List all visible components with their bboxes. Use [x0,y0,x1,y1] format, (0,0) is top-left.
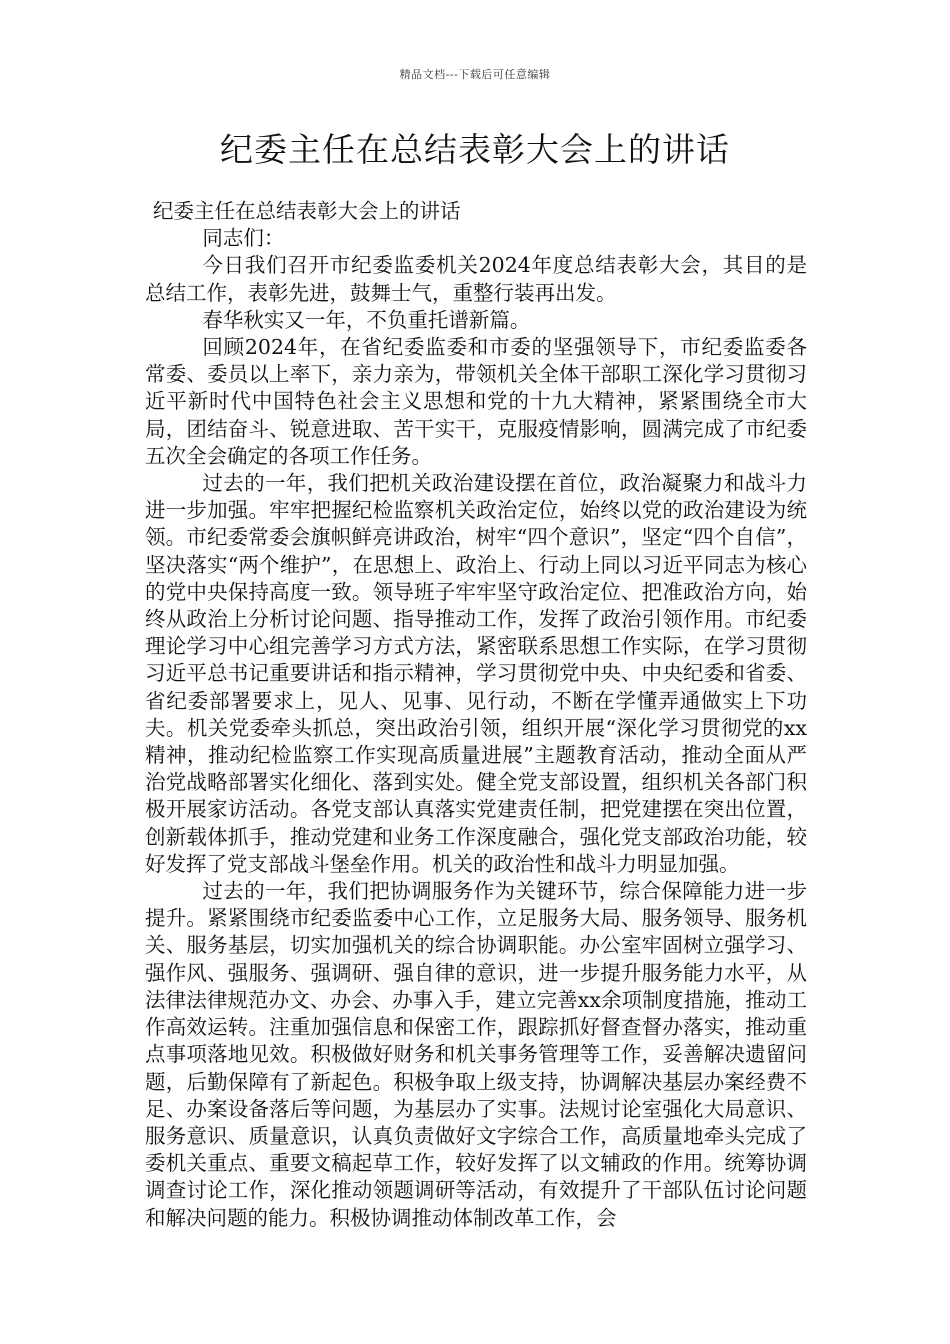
paragraph: 回顾2024年，在省纪委监委和市委的坚强领导下，市纪委监委各常委、委员以上率下，亲力亲为，带领机关全体干部职工深化学习贯彻习近平新时代中国特色社会主义思想和党的十九大精神，紧紧围绕全市大局，团结奋斗、锐意进取、苦干实干，克服疫情影响，圆满完成了市纪委五次全会确定的各项工作任务。 [145,335,807,468]
paragraph: 过去的一年，我们把协调服务作为关键环节，综合保障能力进一步提升。紧紧围绕市纪委监委中心工作，立足服务大局、服务领导、服务机关、服务基层，切实加强机关的综合协调职能。办公室牢固树立强学习、强作风、强服务、强调研、强自律的意识，进一步提升服务能力水平，从法律法律规范办文、办会、办事入手，建立完善xx余项制度措施，推动工作高效运转。注重加强信息和保密工作，跟踪抓好督查督办落实，推动重点事项落地见效。积极做好财务和机关事务管理等工作，妥善解决遗留问题，后勤保障有了新起色。积极争取上级支持，协调解决基层办案经费不足、办案设备落后等问题，为基层办了实事。法规讨论室强化大局意识、服务意识、质量意识，认真负责做好文字综合工作，高质量地牵头完成了委机关重点、重要文稿起草工作，较好发挥了以文辅政的作用。统筹协调调查讨论工作，深化推动领题调研等活动，有效提升了干部队伍讨论问题和解决问题的能力。积极协调推动体制改革工作，会 [145,879,807,1230]
header-note: 精品文档---下载后可任意编辑 [399,68,551,81]
paragraph: 过去的一年，我们把机关政治建设摆在首位，政治凝聚力和战斗力进一步加强。牢牢把握纪检监察机关政治定位，始终以党的政治建设为统领。市纪委常委会旗帜鲜亮讲政治，树牢“四个意识”，坚定“四个自信”，坚决落实“两个维护”，在思想上、政治上、行动上同以习近平同志为核心的党中央保持高度一致。领导班子牢牢坚守政治定位、把准政治方向，始终从政治上分析讨论问题、指导推动工作，发挥了政治引领作用。市纪委理论学习中心组完善学习方式方法，紧密联系思想工作实际，在学习贯彻习近平总书记重要讲话和指示精神，学习贯彻党中央、中央纪委和省委、省纪委部署要求上，见人、见事、见行动，不断在学懂弄通做实上下功夫。机关党委牵头抓总，突出政治引领，组织开展“深化学习贯彻党的xx精神，推动纪检监察工作实现高质量进展”主题教育活动，推动全面从严治党战略部署实化细化、落到实处。健全党支部设置，组织机关各部门积极开展家访活动。各党支部认真落实党建责任制，把党建摆在突出位置，创新载体抓手，推动党建和业务工作深度融合，强化党支部政治功能，较好发挥了党支部战斗堡垒作用。机关的政治性和战斗力明显加强。 [145,471,807,876]
paragraph: 今日我们召开市纪委监委机关2024年度总结表彰大会，其目的是总结工作，表彰先进，鼓舞士气，重整行装再出发。 [145,253,807,305]
document-title: 纪委主任在总结表彰大会上的讲话 [220,130,730,169]
body-subtitle: 纪委主任在总结表彰大会上的讲话 [153,199,461,223]
document-body [145,198,807,1232]
salutation: 同志们： [202,226,285,251]
paragraph: 春华秋实又一年，不负重托谱新篇。 [202,307,531,332]
